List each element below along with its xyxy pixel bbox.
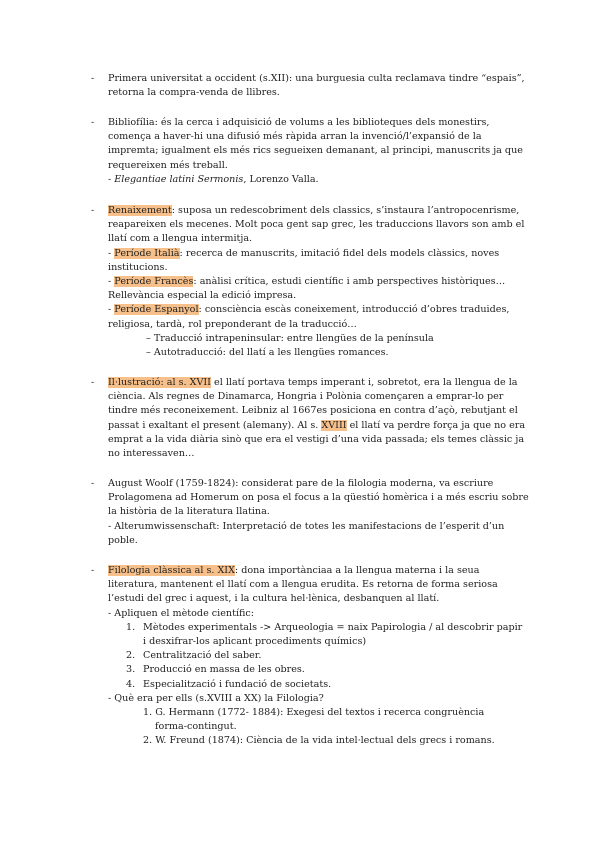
text-line: tindre més reconeixement. Leibniz al 1667es posiciona en contra d’açò, rebutjant el xyxy=(108,405,518,417)
bullet-dash: - xyxy=(91,478,95,489)
text-line: retorna la compra-venda de llibres. xyxy=(108,87,280,99)
sub-item-traduccio: – Traducció intrapeninsular: entre llengües de la península xyxy=(146,332,434,344)
highlight-illustracio: Il·lustració xyxy=(108,377,161,388)
highlight-xviii: XVIII xyxy=(321,419,347,431)
text-fragment: - xyxy=(108,173,115,185)
text-fragment: - xyxy=(108,304,115,316)
list-text: Producció en massa de les obres. xyxy=(143,664,305,676)
text-line: poble. xyxy=(108,534,138,546)
definition-freund: 2. W. Freund (1874): Ciència de la vida intel·lectual dels grecs i romans. xyxy=(143,735,495,747)
bullet-dash: - xyxy=(91,205,95,216)
text-line: Rellevància especial la edició impresa. xyxy=(108,290,297,302)
text-fragment: : suposa un redescobriment dels classics, s’instaura l’antropocenrisme, xyxy=(171,205,520,216)
text-line: institucions. xyxy=(108,261,168,273)
sub-item-autotraduccio: – Autotraducció: del llatí a les llengües romances. xyxy=(146,347,389,359)
text-line: - Apliquen el mètode científic: xyxy=(108,607,255,619)
text-fragment: el llatí va perdre força ja que no era xyxy=(346,419,526,431)
question-line: - Què era per ells (s.XVIII a XX) la Filologia? xyxy=(108,692,324,704)
text-line: no interessaven… xyxy=(108,448,195,460)
list-item xyxy=(108,678,528,692)
highlight-filologia-xix: Filologia clàssica al s. XIX xyxy=(108,565,235,576)
text-fragment: , Lorenzo Valla. xyxy=(243,173,319,185)
text-line: llatí com a llengua intermitja. xyxy=(108,233,253,245)
highlight-periode-espanyol: Període Espanyol xyxy=(114,304,199,316)
text-line: comença a haver-hi una difusió més ràpida arran la invenció/l’expansió de la xyxy=(108,131,482,143)
text-line: Prolagomena ad Homerum on posa el focus a la qüestió homèrica i a més escriu sobre xyxy=(108,492,529,504)
list-number: 2. xyxy=(126,650,136,662)
highlight-renaixement: Renaixement xyxy=(108,205,172,216)
bullet-dash: - xyxy=(91,377,95,388)
text-line: l’estudi del grec i aquest, i la cultura hel·lènica, desbanquen al llatí. xyxy=(108,593,440,605)
text-line xyxy=(108,173,528,187)
text-fragment: : recerca de manuscrits, imitació fidel dels models clàssics, noves xyxy=(179,247,500,259)
book-title: Elegantiae latini Sermonis xyxy=(114,173,244,185)
list-text: Mètodes experimentals -> Arqueologia = naix Papirologia / al descobrir papir xyxy=(143,621,523,633)
bullet-dash: - xyxy=(91,117,95,128)
text-fragment: - xyxy=(108,276,115,288)
text-fragment: - xyxy=(108,247,115,259)
text-line: literatura, mantenent el llatí com a llengua erudita. Es retorna de forma seriosa xyxy=(108,579,498,591)
text-line: religiosa, tardà, rol preponderant de la traducció… xyxy=(108,318,357,330)
highlight-xvii: XVII xyxy=(189,377,211,388)
list-number: 4. xyxy=(126,678,136,690)
text-line: - Alterumwissenschaft: Interpretació de totes les manifestacions de l’esperit d’un xyxy=(108,520,505,532)
text-line: impremta; igualment els més rics segueixen demanant, al principi, manuscrits ja que xyxy=(108,145,523,157)
text-line: August Woolf (1759-1824): considerat pare de la filologia moderna, va escriure xyxy=(108,478,494,489)
list-number: 3. xyxy=(126,664,136,676)
text-line: la història de la literatura llatina. xyxy=(108,506,270,518)
bullet-dash: - xyxy=(91,565,95,576)
text-fragment: : anàlisi crítica, estudi científic i amb perspectives històriques… xyxy=(193,276,506,288)
definition-hermann: 1. G. Hermann (1772- 1884): Exegesi del textos i recerca congruència xyxy=(143,707,485,719)
text-fragment: : dona importànciaa a la llengua materna i la seua xyxy=(234,565,480,576)
list-item xyxy=(108,663,528,677)
list-number: 1. xyxy=(126,621,136,633)
text-line: Bibliofília: és la cerca i adquisició de volums a les biblioteques dels monestirs, xyxy=(108,117,490,128)
highlight-periode-frances: Període Francès xyxy=(114,276,194,288)
text-fragment: el llatí portava temps imperant i, sobretot, era la llengua de la xyxy=(210,377,518,388)
text-fragment: passat i exaltant el present (alemany). Al s. xyxy=(108,419,322,431)
text-fragment: : consciència escàs coneixement, introducció d’obres traduides, xyxy=(198,304,510,316)
highlight-fragment: : al s. xyxy=(160,377,190,388)
text-line: ciència. Als regnes de Dinamarca, Hongria i Polònia començaren a emprar-lo per xyxy=(108,391,504,403)
text-line: requereixen més treball. xyxy=(108,159,228,171)
text-line: emprat a la vida diària sinò que era el vestigi d’una vida passada; els temes clàssic ja xyxy=(108,433,525,445)
list-text-cont: i desxifrar-los aplicant procediments químics) xyxy=(143,636,367,648)
text-line: Primera universitat a occident (s.XII): una burguesia culta reclamava tindre “espais”, xyxy=(108,73,525,84)
list-text: Especialització i fundació de societats. xyxy=(143,678,332,690)
list-item xyxy=(108,621,528,649)
bullet-dash: - xyxy=(91,73,95,84)
text-line: reapareixen els mecenes. Molt poca gent sap grec, les traduccions llavors son amb el xyxy=(108,219,525,231)
definition-hermann-cont: forma-contingut. xyxy=(155,721,237,733)
list-item xyxy=(108,649,528,663)
list-text: Centralització del saber. xyxy=(143,650,262,662)
highlight-periode-italia: Període Italià xyxy=(114,247,180,259)
